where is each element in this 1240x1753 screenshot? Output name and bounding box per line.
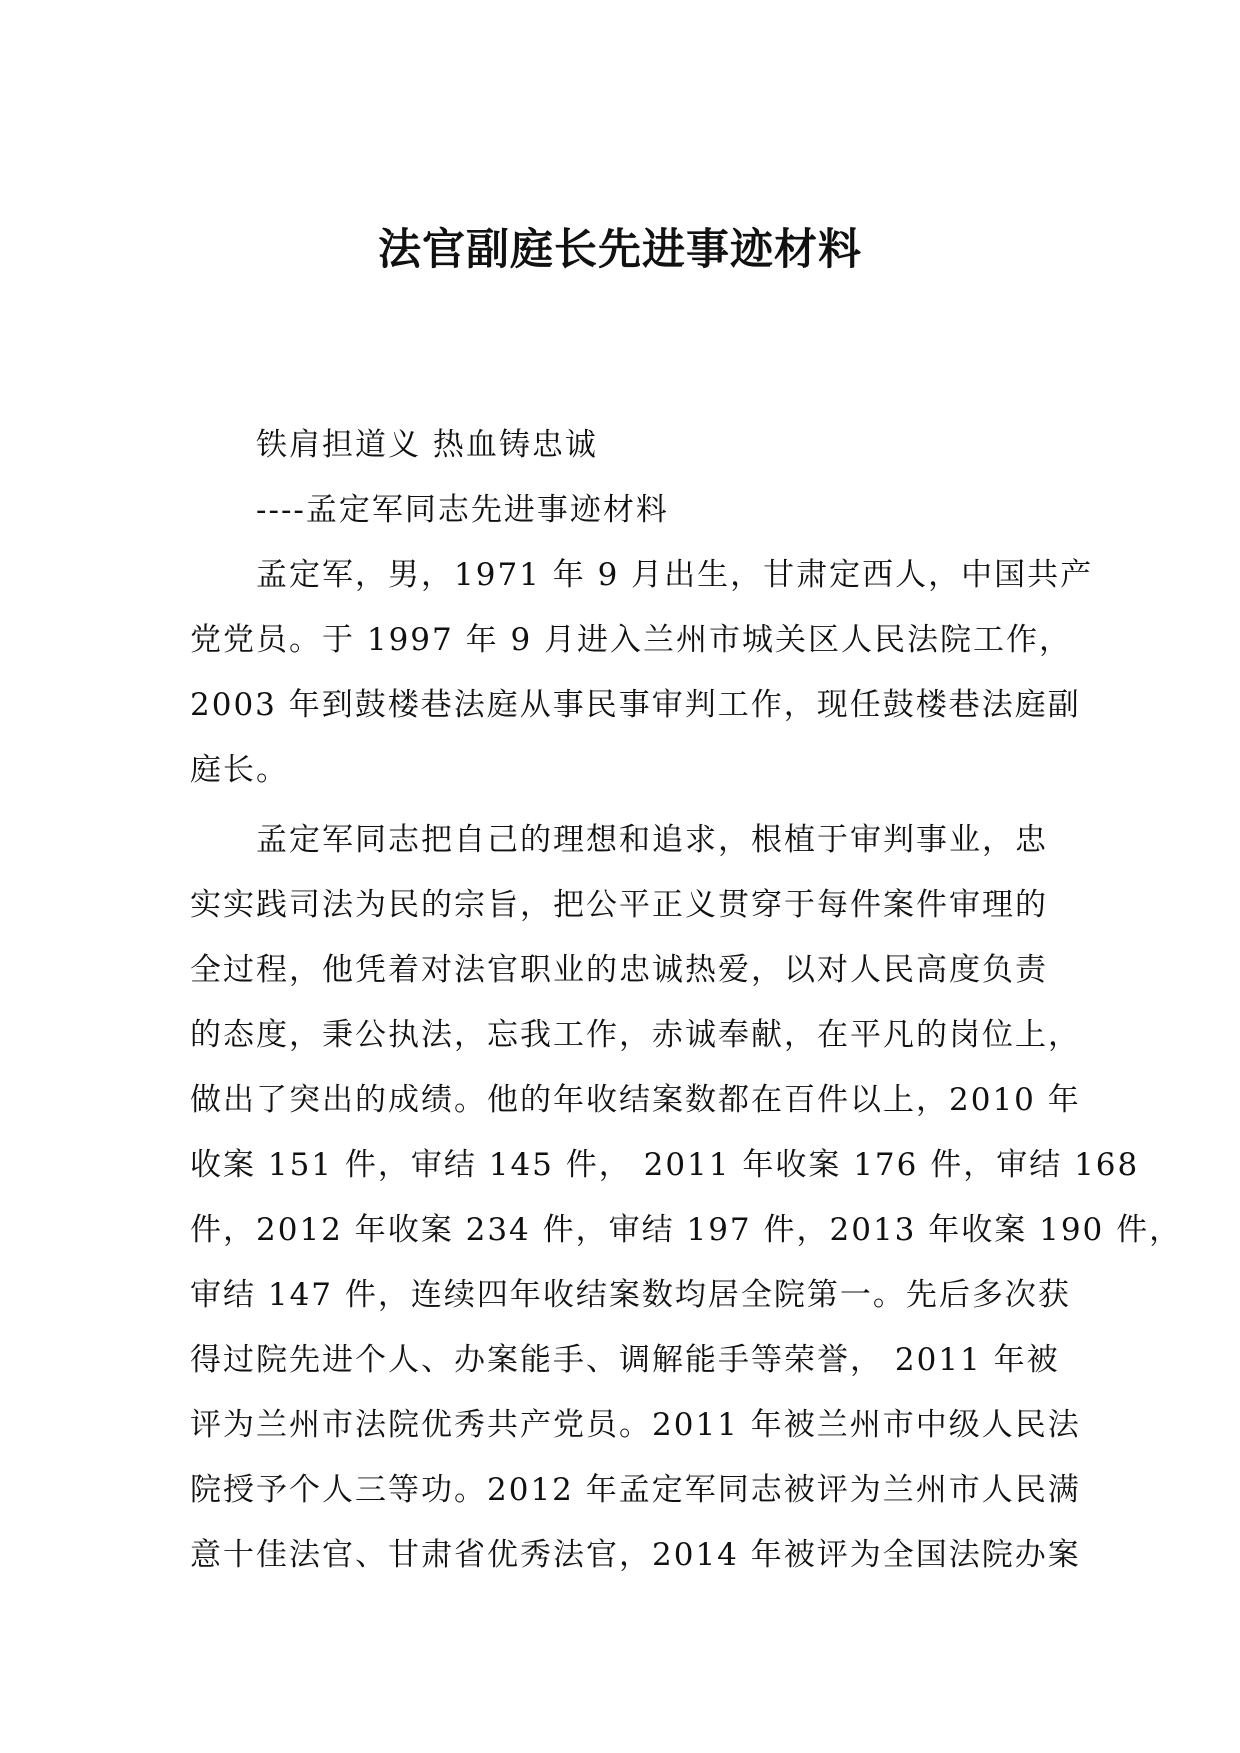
paragraph-line: 件，2012 年收案 234 件，审结 197 件，2013 年收案 190 件，	[190, 1212, 1183, 1248]
paragraph-line: 院授予个人三等功。2012 年孟定军同志被评为兰州市人民满	[190, 1472, 1081, 1508]
paragraph-line: 庭长。	[190, 752, 289, 788]
paragraph-line: 实实践司法为民的宗旨，把公平正义贯穿于每件案件审理的	[190, 887, 1048, 923]
paragraph-line: 得过院先进个人、办案能手、调解能手等荣誉， 2011 年被	[190, 1342, 1060, 1378]
paragraph-line: 孟定军，男，1971 年 9 月出生，甘肃定西人，中国共产	[256, 557, 1094, 593]
paragraph-line: 收案 151 件，审结 145 件， 2011 年收案 176 件，审结 168	[190, 1147, 1140, 1183]
paragraph-line: 全过程，他凭着对法官职业的忠诚热爱，以对人民高度负责	[190, 952, 1048, 988]
paragraph-line: 党党员。于 1997 年 9 月进入兰州市城关区人民法院工作，	[190, 622, 1073, 658]
paragraph-line: 审结 147 件，连续四年收结案数均居全院第一。先后多次获	[190, 1277, 1071, 1313]
paragraph-line: 做出了突出的成绩。他的年收结案数都在百件以上，2010 年	[190, 1082, 1081, 1118]
paragraph-line: 评为兰州市法院优秀共产党员。2011 年被兰州市中级人民法	[190, 1407, 1081, 1443]
document-title: 法官副庭长先进事迹材料	[378, 225, 862, 275]
paragraph-line: 的态度，秉公执法，忘我工作，赤诚奉献，在平凡的岗位上，	[190, 1017, 1081, 1053]
paragraph-line: 孟定军同志把自己的理想和追求，根植于审判事业，忠	[256, 822, 1048, 858]
paragraph-line: 2003 年到鼓楼巷法庭从事民事审判工作，现任鼓楼巷法庭副	[190, 687, 1081, 723]
subtitle-line: 铁肩担道义 热血铸忠诚	[256, 427, 598, 463]
subtitle-dash-line: ----孟定军同志先进事迹材料	[256, 492, 669, 528]
paragraph-line: 意十佳法官、甘肃省优秀法官，2014 年被评为全国法院办案	[190, 1537, 1081, 1573]
